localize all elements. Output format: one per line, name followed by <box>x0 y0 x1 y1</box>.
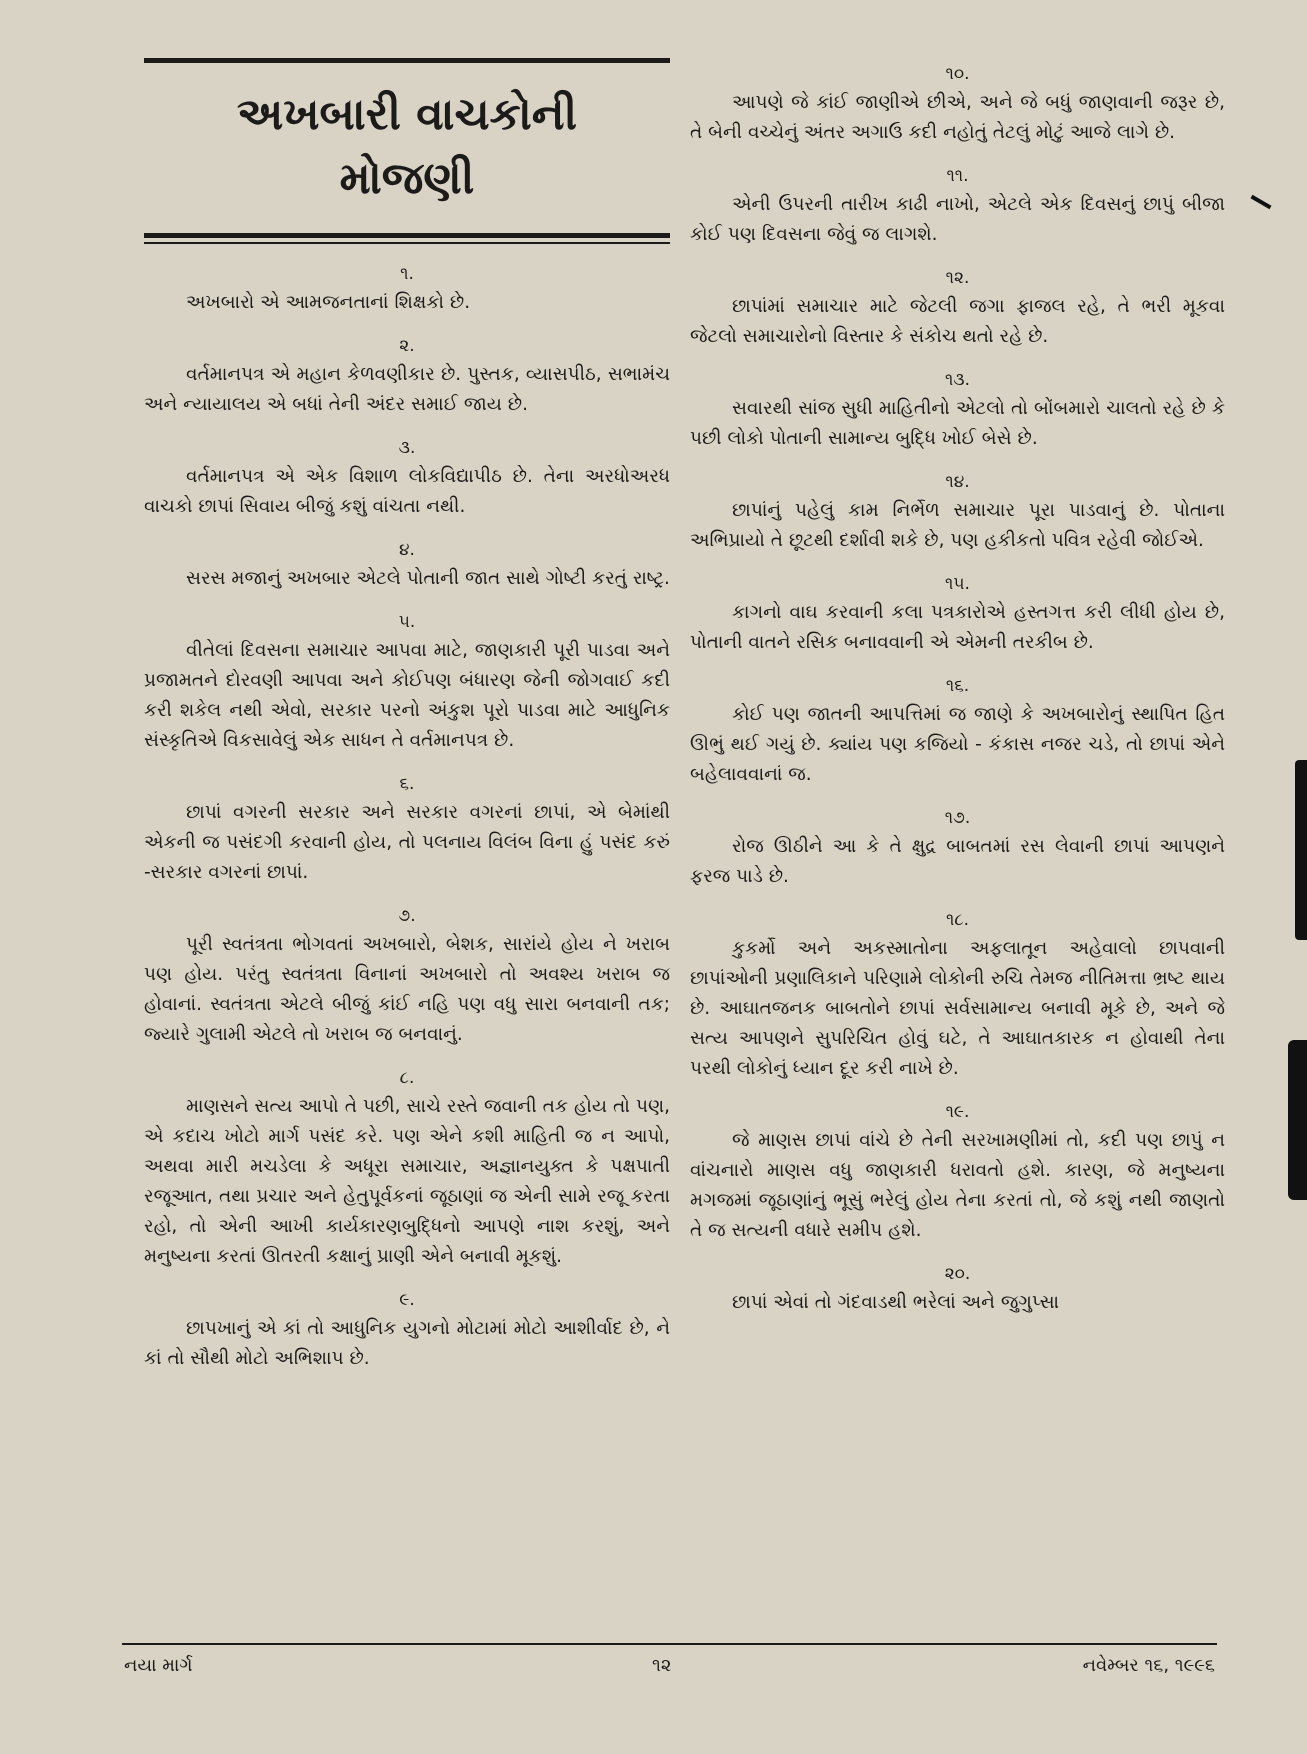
title-line-1: અખબારી વાચકોની <box>236 89 578 140</box>
item-text: સરસ મજાનું અખબાર એટલે પોતાની જાત સાથે ગોષ્ટી કરતું રાષ્ટ્ર. <box>186 568 670 589</box>
issue-date: નવેમ્બર ૧૬, ૧૯૯૬ <box>1082 1655 1215 1676</box>
title-bottom-rule <box>144 233 670 238</box>
title-line-2: મોજણી <box>339 153 475 204</box>
item-text: વર્તમાનપત્ર એ મહાન કેળવણીકાર છે. પુસ્તક, વ્યાસપીઠ, સભામંચ અને ન્યાયાલય એ બધાં તેની અંદર સમાઈ જાય છે. <box>144 364 670 415</box>
item-number: ૯. <box>399 1290 415 1310</box>
item-text: કુકર્મો અને અકસ્માતોના અફલાતૂન અહેવાલો છાપવાની છાપાંઓની પ્રણાલિકાને પરિણામે લોકોની રુચિ તેમજ નીતિમત્તા ભ્રષ્ટ થાય છે. આઘાતજનક બાબતોને છાપાં સર્વસામાન્ય બનાવી મૂકે છે, અને જે સત્ય આપણને સુપરિચિત હોવું ઘટે, તે આઘાતકારક ન હોવાથી તેના પરથી લોકોનું ધ્યાન દૂર કરી નાખે છે. <box>690 938 1225 1079</box>
item-text: છાપાંનું પહેલું કામ નિર્ભેળ સમાચાર પૂરા પાડવાનું છે. પોતાના અભિપ્રાયો તે છૂટથી દર્શાવી શકે છે, પણ હકીકતો પવિત્ર રહેવી જોઈએ. <box>690 500 1225 551</box>
item-text: છાપાં એવાં તો ગંદવાડથી ભરેલાં અને જુગુપ્સા <box>732 1292 1060 1313</box>
item-text: કોઈ પણ જાતની આપત્તિમાં જ જાણે કે અખબારોનું સ્થાપિત હિત ઊભું થઈ ગયું છે. ક્યાંય પણ કજિયો - કંકાસ નજર ચડે, તો છાપાં એને બહેલાવવાનાં જ. <box>690 704 1225 785</box>
item-number: ૩. <box>398 438 416 458</box>
item-number: ૧. <box>400 264 414 284</box>
item-number: ૧૬. <box>945 676 970 696</box>
item-number: ૫. <box>398 612 416 632</box>
item-text: સવારથી સાંજ સુધી માહિતીનો એટલો તો બોંબમારો ચાલતો રહે છે કે પછી લોકો પોતાની સામાન્ય બુદ્ધિ ખોઈ બેસે છે. <box>690 398 1225 449</box>
page-footer <box>122 1643 1217 1683</box>
item-text: વીતેલાં દિવસના સમાચાર આપવા માટે, જાણકારી પૂરી પાડવા અને પ્રજામતને દોરવણી આપવા અને કોઈપણ બંધારણ જેની જોગવાઈ કદી કરી શકેલ નથી એવો, સરકાર પરનો અંકુશ પૂરો પાડવા માટે આધુનિક સંસ્કૃતિએ વિકસાવેલું એક સાધન તે વર્તમાનપત્ર છે. <box>144 640 670 751</box>
item-text: એની ઉપરની તારીખ કાઢી નાખો, એટલે એક દિવસનું છાપું બીજા કોઈ પણ દિવસના જેવું જ લાગશે. <box>690 194 1225 245</box>
item-number: ૧૩. <box>944 370 971 390</box>
item-number: ૧૯. <box>945 1102 970 1122</box>
item-text: વર્તમાનપત્ર એ એક વિશાળ લોકવિદ્યાપીઠ છે. તેના અરધોઅરધ વાચકો છાપાં સિવાય બીજું કશું વાંચતા નથી. <box>144 466 670 517</box>
item-text: કાગનો વાઘ કરવાની કલા પત્રકારોએ હસ્તગત્ત કરી લીધી હોય છે, પોતાની વાતને રસિક બનાવવાની એ એમની તરકીબ છે. <box>690 602 1225 653</box>
item-number: ૧૨. <box>945 268 970 288</box>
item-number: ૬. <box>399 774 415 794</box>
item-text: છાપાંમાં સમાચાર માટે જેટલી જગા ફાજલ રહે, તે ભરી મૂકવા જેટલો સમાચારોનો વિસ્તાર કે સંકોચ થતો રહે છે. <box>690 296 1225 347</box>
item-text: જે માણસ છાપાં વાંચે છે તેની સરખામણીમાં તો, કદી પણ છાપું ન વાંચનારો માણસ વધુ જાણકારી ધરાવતો હશે. કારણ, જે મનુષ્યના મગજમાં જૂઠાણાંનું ભૂસું ભરેલું હોય તેના કરતાં તો, જે કશું નથી જાણતો તે જ સત્યની વધારે સમીપ હશે. <box>690 1130 1225 1241</box>
item-number: ૧૧. <box>946 166 969 186</box>
item-number: ૮. <box>399 1068 415 1088</box>
item-text: છાપાં વગરની સરકાર અને સરકાર વગરનાં છાપાં, એ બેમાંથી એકની જ પસંદગી કરવાની હોય, તો પલનાય વિલંબ વિના હું પસંદ કરું -સરકાર વગરનાં છાપાં. <box>144 802 670 883</box>
right-column <box>690 58 1225 1332</box>
paper-tear-mark <box>1295 760 1307 940</box>
paper-tear-mark <box>1288 1040 1307 1200</box>
paper-tear-mark <box>1250 195 1271 209</box>
publication-name: નયા માર્ગ <box>124 1655 193 1676</box>
item-text: છાપખાનું એ કાં તો આધુનિક યુગનો મોટામાં મોટો આશીર્વાદ છે, ને કાં તો સૌથી મોટો અભિશાપ છે. <box>144 1318 670 1369</box>
item-text: માણસને સત્ય આપો તે પછી, સાચે રસ્તે જવાની તક હોય તો પણ, એ કદાચ ખોટો માર્ગ પસંદ કરે. પણ એને કશી માહિતી જ ન આપો, અથવા મારી મચડેલા કે અધૂરા સમાચાર, અજ્ઞાનયુક્ત કે પક્ષપાતી રજૂઆત, તથા પ્રચાર અને હેતુપૂર્વકનાં જૂઠાણાં જ એની સામે રજૂ કરતા રહો, તો એની આખી કાર્યકારણબુદ્ધિનો આપણે નાશ કરશું, અને મનુષ્યના કરતાં ઊતરતી કક્ષાનું પ્રાણી એને બનાવી મૂકશું. <box>144 1096 671 1267</box>
page-number: ૧૨ <box>652 1655 672 1676</box>
item-number: ૧૫. <box>945 574 970 594</box>
item-text: પૂરી સ્વતંત્રતા ભોગવતાં અખબારો, બેશક, સારાંયે હોય ને ખરાબ પણ હોય. પરંતુ સ્વતંત્રતા વિનાનાં અખબારો તો અવશ્ય ખરાબ જ હોવાનાં. સ્વતંત્રતા એટલે બીજું કાંઈ નહિ પણ વધુ સારા બનવાની તક; જ્યારે ગુલામી એટલે તો ખરાબ જ બનવાનું. <box>144 934 670 1045</box>
left-column <box>144 58 670 1388</box>
item-number: ૧૪. <box>945 472 970 492</box>
item-number: ૨. <box>399 336 415 356</box>
item-number: ૧૦. <box>945 64 970 84</box>
item-number: ૭. <box>398 906 416 926</box>
item-number: ૪. <box>399 540 415 560</box>
item-number: ૧૮. <box>945 910 970 930</box>
item-text: રોજ ઊઠીને આ કે તે ક્ષુદ્ર બાબતમાં રસ લેવાની છાપાં આપણને ફરજ પાડે છે. <box>690 836 1225 887</box>
item-number: ૧૭. <box>944 808 971 828</box>
item-text: આપણે જે કાંઈ જાણીએ છીએ, અને જે બધું જાણવાની જરૂર છે, તે બેની વચ્ચેનું અંતર અગાઉ કદી નહોતું તેટલું મોટું આજે લાગે છે. <box>690 92 1225 143</box>
item-text: અખબારો એ આમજનતાનાં શિક્ષકો છે. <box>186 292 471 313</box>
item-number: ૨૦. <box>944 1264 971 1284</box>
title-bottom-rule-thin <box>144 242 670 244</box>
article-title <box>144 63 670 233</box>
